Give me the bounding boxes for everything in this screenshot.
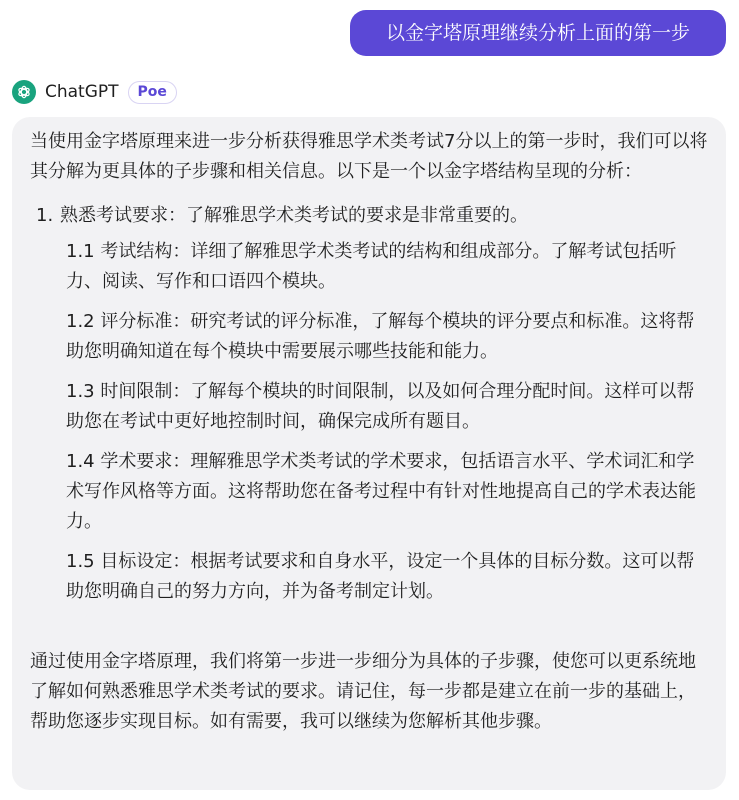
poe-badge: Poe bbox=[128, 81, 177, 104]
sub-item: 1.4 学术要求：理解雅思学术类考试的学术要求，包括语言水平、学术词汇和学术写作风格等方面。这将帮助您在备考过程中有针对性地提高自己的学术表达能力。 bbox=[66, 451, 696, 532]
bot-name[interactable]: ChatGPT bbox=[45, 82, 119, 102]
sub-item: 1.3 时间限制：了解每个模块的时间限制，以及如何合理分配时间。这样可以帮助您在考试中更好地控制时间，确保完成所有题目。 bbox=[66, 381, 695, 432]
sub-item: 1.5 目标设定：根据考试要求和自身水平，设定一个具体的目标分数。这可以帮助您明确自己的努力方向，并为备考制定计划。 bbox=[66, 551, 695, 602]
chatgpt-logo-icon bbox=[12, 80, 36, 104]
sub-item: 1.2 评分标准：研究考试的评分标准，了解每个模块的评分要点和标准。这将帮助您明确知道在每个模块中需要展示哪些技能和能力。 bbox=[66, 311, 695, 362]
list-item-number: 1. bbox=[36, 205, 54, 226]
list-item bbox=[30, 201, 712, 231]
sub-list bbox=[30, 237, 712, 607]
sub-item: 1.1 考试结构：详细了解雅思学术类考试的结构和组成部分。了解考试包括听力、阅读、写作和口语四个模块。 bbox=[66, 241, 677, 292]
answer-outro: 通过使用金字塔原理，我们将第一步进一步细分为具体的子步骤，使您可以更系统地了解如何熟悉雅思学术类考试的要求。请记住，每一步都是建立在前一步的基础上，帮助您逐步实现目标。如有需要，我可以继续为您解析其他步骤。 bbox=[30, 651, 696, 732]
bot-header bbox=[12, 80, 177, 104]
bot-message-bubble bbox=[12, 117, 726, 790]
answer-intro: 当使用金字塔原理来进一步分析获得雅思学术类考试7分以上的第一步时，我们可以将其分解为更具体的子步骤和相关信息。以下是一个以金字塔结构呈现的分析： bbox=[30, 131, 708, 182]
user-message-bubble: 以金字塔原理继续分析上面的第一步 bbox=[350, 10, 726, 56]
list-item-text: 熟悉考试要求：了解雅思学术类考试的要求是非常重要的。 bbox=[60, 205, 528, 226]
